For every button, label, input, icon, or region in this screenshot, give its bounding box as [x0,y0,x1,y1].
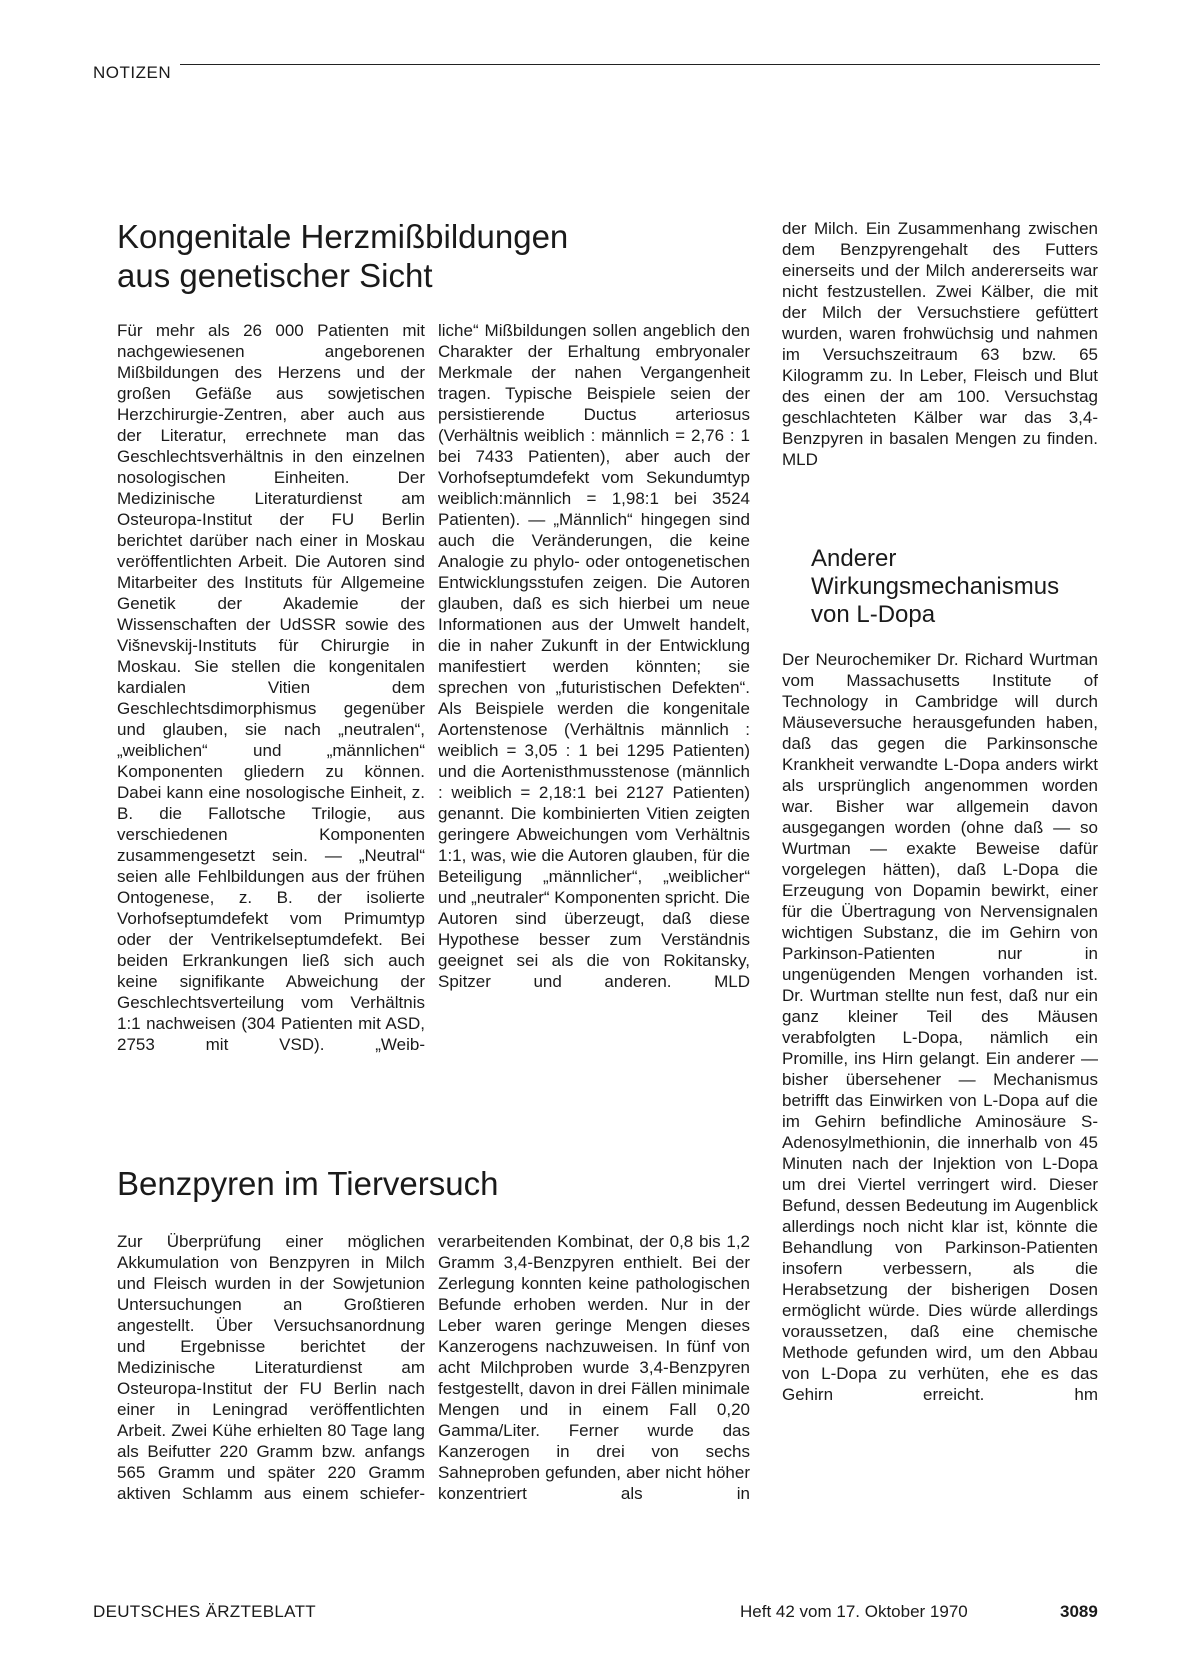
title-line-1: Kongenitale Herzmißbildungen [117,218,569,255]
benzpyren-column-3: der Milch. Ein Zusammenhang zwischen dem Benzpyrengehalt des Futters einerseits und der Milch andererseits war nicht festzustellen. Zwei Kälber, die mit der Milch der Versuchstiere gefüttert wurden, waren frohwüchsig und nahmen im Versuchszeitraum 63 bzw. 65 Kilogramm zu. In Leber, Fleisch und Blut des einen der am 100. Versuchstag geschlachteten Kälber war das 3,4-Benzpyren in basalen Mengen zu finden. MLD [782,219,1098,469]
herz-column-2: liche“ Mißbildungen sollen angeblich den Charakter der Erhaltung embryonaler Merkmale der nahen Vergangenheit tragen. Typische Beispiele seien der persistierende Ductus arteriosus (Verhältnis weiblich : männlich = 2,76 : 1 bei 7433 Patienten), aber auch der Vorhofseptumdefekt vom Sekundumtyp weiblich:männlich = 1,98:1 bei 3524 Patienten). — „Männlich“ hingegen sind auch die Veränderungen, die keine Analogie zu phylo- oder ontogenetischen Entwicklungsstufen zeigen. Die Autoren glauben, daß es sich hierbei um neue Informationen aus der Umwelt handelt, die in naher Zukunft in der Entwicklung manifestiert werden könnten; sie sprechen von „futuristischen Defekten“. Als Beispiele werden die kongenitale Aortenstenose (Verhältnis männlich : weiblich = 3,05 : 1 bei 1295 Patienten) und die Aortenisthmusstenose (männlich : weiblich = 2,18:1 bei 2127 Patienten) genannt. Die kombinierten Vitien zeigten geringere Abweichungen vom Verhältnis 1:1, was, wie die Autoren glauben, für die Beteiligung „männlicher“, „weiblicher“ und „neutraler“ Komponenten spricht. Die Autoren sind überzeugt, daß diese Hypothese besser zum Verständnis geeignet sei als die von Rokitansky, Spitzer und anderen. MLD [438,321,750,991]
title-line-2: Wirkungsmechanismus [811,573,1060,600]
page-number: 3089 [1060,1602,1098,1621]
ldopa-body: Der Neurochemiker Dr. Richard Wurtman vom Massachusetts Institute of Technology in Cambridge will durch Mäuseversuche herausgefunden haben, daß das gegen die Parkinsonsche Krankheit verwandte L-Dopa anders wirkt als ursprünglich angenommen worden war. Bisher war allgemein davon ausgegangen worden (ohne daß — so Wurtman — exakte Beweise dafür vorgelegen hätten), daß L-Dopa die Erzeugung von Dopamin bewirkt, einer für die Übertragung von Nervensignalen wichtigen Substanz, die im Gehirn von Parkinson-Patienten nur in ungenügenden Mengen vorhanden ist. Dr. Wurtman stellte nun fest, daß nur ein ganz kleiner Teil des Mäusen verabfolgten L-Dopa, nämlich ein Promille, ins Hirn gelangt. Ein anderer — bisher übersehener — Mechanismus betrifft das Einwirken von L-Dopa auf die im Gehirn befindliche Aminosäure S-Adenosylmethionin, die innerhalb von 45 Minuten nach der Injektion von L-Dopa um drei Viertel verringert wird. Dieser Befund, dessen Bedeutung im Augenblick allerdings noch nicht klar ist, könnte die Behandlung von Parkinson-Patienten insofern verbessern, als die Herabsetzung der bisherigen Dosen ermöglicht würde. Dies würde allerdings voraussetzen, daß eine chemische Methode gefunden wird, um den Abbau von L-Dopa zu verhüten, ehe es das Gehirn erreicht. hm [782,650,1098,1404]
herz-column-1: Für mehr als 26 000 Patienten mit nachgewiesenen angeborenen Mißbildungen des Herzens und der großen Gefäße aus sowjetischen Herzchirurgie-Zentren, aber auch aus der Literatur, errechnete man das Geschlechtsverhältnis in den einzelnen nosologischen Einheiten. Der Medizinische Literaturdienst am Osteuropa-Institut der FU Berlin berichtet darüber nach einer in Moskau veröffentlichten Arbeit. Die Autoren sind Mitarbeiter des Instituts für Allgemeine Genetik der Akademie der Wissenschaften der UdSSR sowie des Višnevskij-Instituts für Chirurgie in Moskau. Sie stellen die kongenitalen kardialen Vitien dem Geschlechtsdimorphismus gegenüber und glauben, sie nach „neutralen“, „weiblichen“ und „männlichen“ Komponenten gliedern zu können. Dabei kann eine nosologische Einheit, z. B. die Fallotsche Trilogie, aus verschiedenen Komponenten zusammengesetzt sein. — „Neutral“ seien alle Fehlbildungen aus der frühen Ontogenese, z. B. der isolierte Vorhofseptumdefekt vom Primumtyp oder der Ventrikelseptumdefekt. Bei beiden Erkrankungen ließ sich auch keine signifikante Abweichung der Geschlechtsverteilung vom Verhältnis 1:1 nachweisen (304 Patienten mit ASD, 2753 mit VSD). „Weib- [117,321,425,1054]
title-line-2: aus genetischer Sicht [117,257,433,294]
journal-name: DEUTSCHES ÄRZTEBLATT [93,1602,316,1621]
article-title-benzpyren: Benzpyren im Tierversuch [117,1165,499,1202]
issue-info: Heft 42 vom 17. Oktober 1970 [740,1602,968,1621]
title-line-1: Anderer [811,545,897,572]
section-label: NOTIZEN [93,63,172,82]
benzpyren-column-2: verarbeitenden Kombinat, der 0,8 bis 1,2 Gramm 3,4-Benzpyren enthielt. Bei der Zerlegung konnten keine pathologischen Befunde erhoben werden. Nur in der Leber waren geringe Mengen dieses Kanzerogens nachzuweisen. In fünf von acht Milchproben wurde 3,4-Benzpyren festgestellt, davon in drei Fällen minimale Mengen und in einem Fall 0,20 Gamma/Liter. Ferner wurde das Kanzerogen in drei von sechs Sahneproben gefunden, aber nicht höher konzentriert als in [438,1232,750,1503]
article-title-herzmissbildungen [117,217,568,295]
header-rule [180,64,1100,65]
title-line-3: von L-Dopa [811,601,936,628]
article-title-ldopa [811,545,1059,629]
benzpyren-column-1: Zur Überprüfung einer möglichen Akkumulation von Benzpyren in Milch und Fleisch wurden in der Sowjetunion Untersuchungen an Großtieren angestellt. Über Versuchsanordnung und Ergebnisse berichtet der Medizinische Literaturdienst am Osteuropa-Institut der FU Berlin nach einer in Leningrad veröffentlichten Arbeit. Zwei Kühe erhielten 80 Tage lang als Beifutter 220 Gramm bzw. anfangs 565 Gramm und später 220 Gramm aktiven Schlamm aus einem schiefer- [117,1232,425,1503]
